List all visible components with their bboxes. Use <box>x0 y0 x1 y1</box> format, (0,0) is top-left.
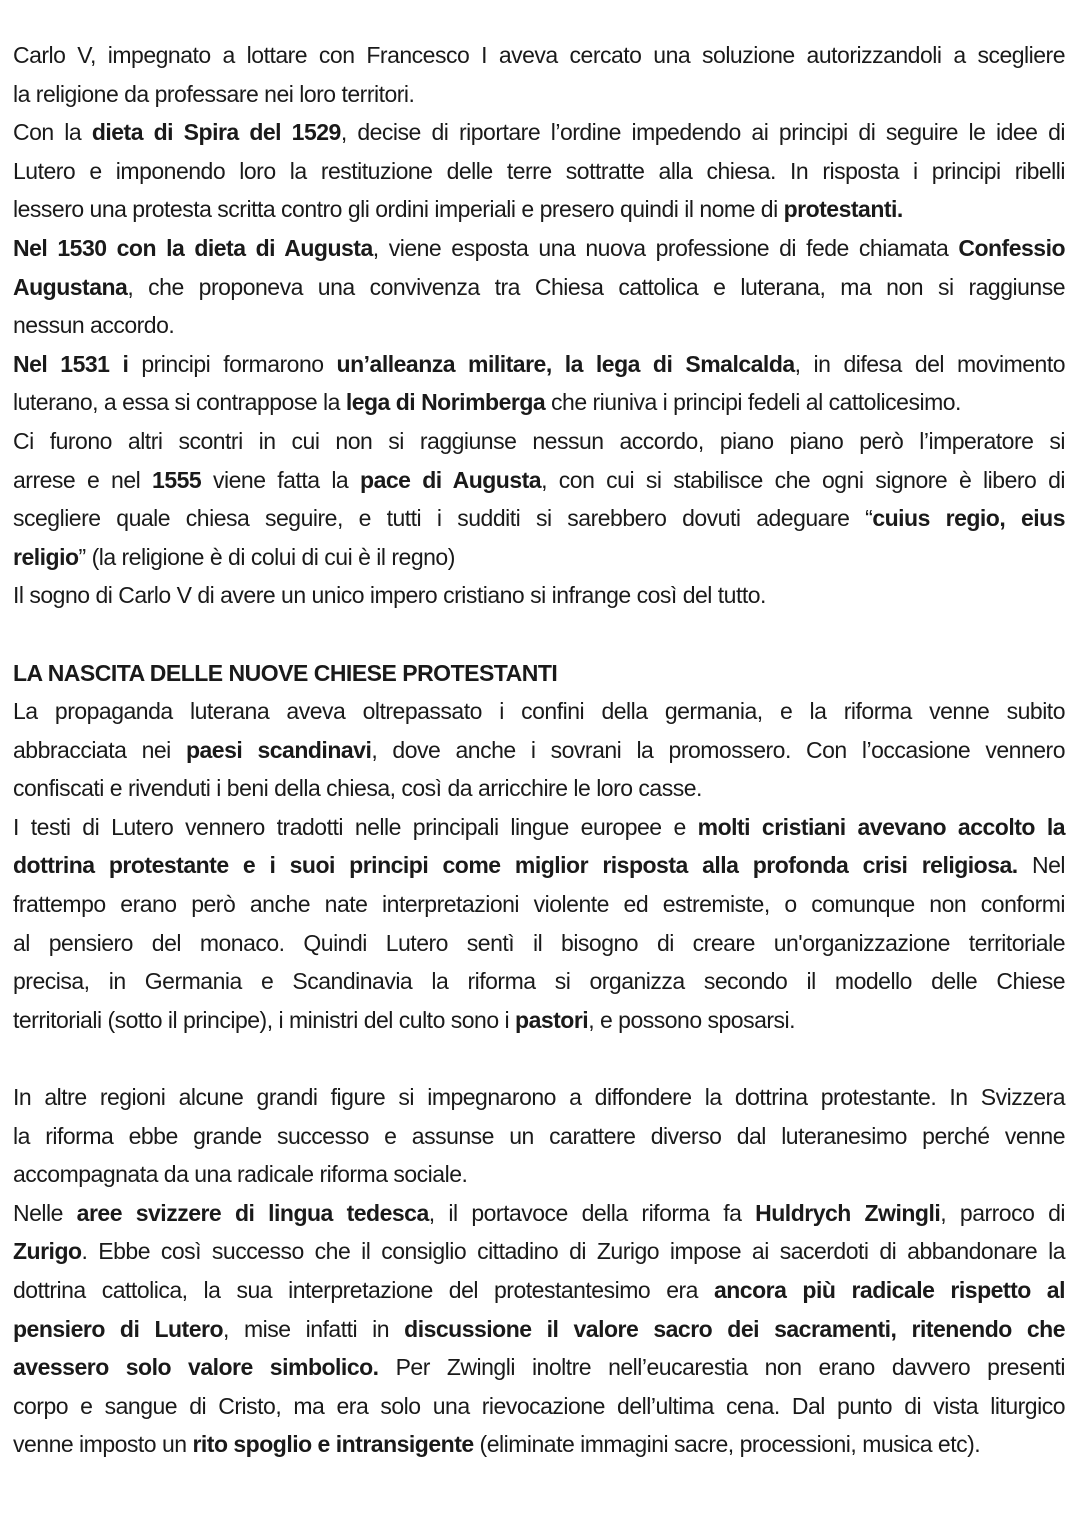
text: La propaganda luterana aveva oltrepassato i confini della germania, e la riforma venne subito <box>13 698 1065 725</box>
text-line <box>13 1387 1065 1426</box>
text: accompagnata da una radicale riforma sociale. <box>13 1161 468 1188</box>
text: principi formarono <box>128 350 337 377</box>
bold-text: lega di Norimberga <box>345 389 546 416</box>
text-line <box>13 769 1065 808</box>
bold-text: dieta di Spira del 1529 <box>91 119 341 146</box>
bold-text: molti cristiani avevano accolto la <box>697 813 1066 840</box>
bold-text: un’alleanza militare, la lega di Smalcalda <box>336 350 795 377</box>
text-line <box>13 1155 1065 1194</box>
bold-text: discussione il valore sacro dei sacramenti, ritenendo che <box>404 1315 1066 1342</box>
text: luterano, a essa si contrappose la <box>13 389 346 416</box>
text-line <box>13 1271 1065 1310</box>
text: la religione da professare nei loro territori. <box>13 80 415 107</box>
bold-text: pastori <box>515 1006 589 1033</box>
text-line <box>13 1310 1065 1349</box>
text-line <box>13 1078 1065 1117</box>
text: Carlo V, impegnato a lottare con Francesco I aveva cercato una soluzione autorizzandoli a scegliere <box>13 42 1065 68</box>
text: lessero una protesta scritta contro gli ordini imperiali e presero quindi il nome di <box>13 196 784 223</box>
bold-text: 1555 <box>152 466 202 493</box>
text: . Ebbe così successo che il consiglio cittadino di Zurigo impose ai sacerdoti di abbandonare la <box>81 1238 1065 1265</box>
text: , che proponeva una convivenza tra Chiesa cattolica e luterana, ma non si raggiunse <box>127 273 1065 300</box>
text: al pensiero del monaco. Quindi Lutero sentì il bisogno di creare un'organizzazione territoriale <box>13 929 1065 956</box>
text-line <box>13 1117 1065 1156</box>
text: Il sogno di Carlo V di avere un unico impero cristiano si infrange così del tutto. <box>13 582 766 609</box>
text: dottrina cattolica, la sua interpretazione del protestantesimo era <box>13 1277 714 1303</box>
text: In altre regioni alcune grandi figure si impegnarono a diffondere la dottrina protestante. In Svizzera <box>13 1084 1065 1111</box>
text: , parroco di <box>940 1199 1066 1226</box>
text: , dove anche i sovrani la promossero. Con l’occasione vennero <box>371 736 1065 763</box>
bold-text: Zurigo <box>13 1238 82 1265</box>
section-heading <box>13 654 1065 693</box>
text-line <box>13 113 1065 152</box>
text: Con la <box>13 119 92 146</box>
text: , in difesa del movimento <box>794 350 1066 377</box>
text-line <box>13 846 1065 885</box>
text-line <box>13 615 1065 654</box>
text: viene fatta la <box>201 466 361 493</box>
text-line <box>13 885 1065 924</box>
text: ” (la religione è di colui di cui è il regno) <box>78 543 455 570</box>
text-line <box>13 1194 1065 1233</box>
text-line <box>13 538 1065 577</box>
text-line <box>13 576 1065 615</box>
text-line <box>13 1039 1065 1078</box>
bold-text: pensiero di Lutero <box>13 1315 224 1342</box>
text-line <box>13 422 1065 461</box>
text-line <box>13 499 1065 538</box>
bold-text: Confessio <box>958 234 1066 261</box>
text: venne imposto un <box>13 1431 193 1458</box>
bold-text: paesi scandinavi <box>185 736 372 763</box>
text: territoriali (sotto il principe), i ministri del culto sono i <box>13 1006 516 1033</box>
bold-text: ancora più radicale rispetto al <box>713 1277 1065 1303</box>
text: , con cui si stabilisce che ogni signore è libero di <box>541 466 1066 493</box>
text: abbracciata nei <box>13 736 186 763</box>
bold-text: pace di Augusta <box>360 466 542 493</box>
text: (eliminate immagini sacre, processioni, musica etc). <box>473 1431 981 1458</box>
text: Per Zwingli inoltre nell’eucarestia non erano davvero presenti <box>378 1354 1065 1381</box>
text: Nelle <box>13 1199 77 1226</box>
text: che riuniva i principi fedeli al cattolicesimo. <box>545 389 961 416</box>
bold-text: Nel 1531 i <box>13 350 129 377</box>
text-line <box>13 924 1065 963</box>
text: , viene esposta una nuova professione di fede chiamata <box>372 234 959 261</box>
text-line <box>13 1348 1065 1387</box>
text: , e possono sposarsi. <box>588 1006 796 1033</box>
text-line <box>13 692 1065 731</box>
text: Nel <box>1017 852 1065 879</box>
text: Lutero e imponendo loro la restituzione delle terre sottratte alla chiesa. In risposta i principi ribelli <box>13 157 1065 184</box>
text: corpo e sangue di Cristo, ma era solo una rievocazione dell’ultima cena. Dal punto di vista liturgico <box>13 1392 1065 1419</box>
bold-text: religio <box>13 543 79 570</box>
text-line <box>13 383 1065 422</box>
text: arrese e nel <box>13 466 153 493</box>
bold-text: avessero solo valore simbolico. <box>13 1354 379 1381</box>
text-line <box>13 345 1065 384</box>
text: Ci furono altri scontri in cui non si raggiunse nessun accordo, piano piano però l’imperatore si <box>13 427 1065 454</box>
text-line <box>13 152 1065 191</box>
text: , mise infatti in <box>223 1315 405 1342</box>
text: la riforma ebbe grande successo e assunse un carattere diverso dal luteranesimo perché venne <box>13 1122 1065 1149</box>
text: , decise di riportare l’ordine impedendo ai principi di seguire le idee di <box>340 119 1065 146</box>
text: nessun accordo. <box>13 312 175 339</box>
bold-text: cuius regio, eius <box>872 505 1065 532</box>
text: confiscati e rivenduti i beni della chiesa, così da arricchire le loro casse. <box>13 775 702 802</box>
text-line <box>13 229 1065 268</box>
document-body <box>13 36 1065 1464</box>
text-line <box>13 268 1065 307</box>
bold-text: LA NASCITA DELLE NUOVE CHIESE PROTESTANTI <box>13 659 558 686</box>
text: scegliere quale chiesa seguire, e tutti i sudditi si sarebbero dovuti adeguare “ <box>13 505 873 532</box>
text-line <box>13 1232 1065 1271</box>
text-line <box>13 1001 1065 1040</box>
text-line <box>13 190 1065 229</box>
bold-text: rito spoglio e intransigente <box>192 1431 474 1458</box>
bold-text: protestanti. <box>783 196 903 223</box>
text-line <box>13 75 1065 114</box>
bold-text: Augustana <box>13 273 128 300</box>
bold-text: dottrina protestante e i suoi principi come miglior risposta alla profonda crisi religiosa. <box>13 852 1018 879</box>
text-line <box>13 731 1065 770</box>
text: frattempo erano però anche nate interpretazioni violente ed estremiste, o comunque non conformi <box>13 891 1065 918</box>
bold-text: aree svizzere di lingua tedesca <box>76 1199 429 1226</box>
text: precisa, in Germania e Scandinavia la riforma si organizza secondo il modello delle Chiese <box>13 968 1065 995</box>
text-line <box>13 461 1065 500</box>
text-line <box>13 36 1065 75</box>
bold-text: Nel 1530 con la dieta di Augusta <box>13 234 373 261</box>
text-line <box>13 962 1065 1001</box>
bold-text: Huldrych Zwingli <box>755 1199 941 1226</box>
text: I testi di Lutero vennero tradotti nelle principali lingue europee e <box>13 813 698 840</box>
text-line <box>13 1425 1065 1464</box>
text-line <box>13 306 1065 345</box>
text-line <box>13 808 1065 847</box>
text: , il portavoce della riforma fa <box>428 1199 756 1226</box>
